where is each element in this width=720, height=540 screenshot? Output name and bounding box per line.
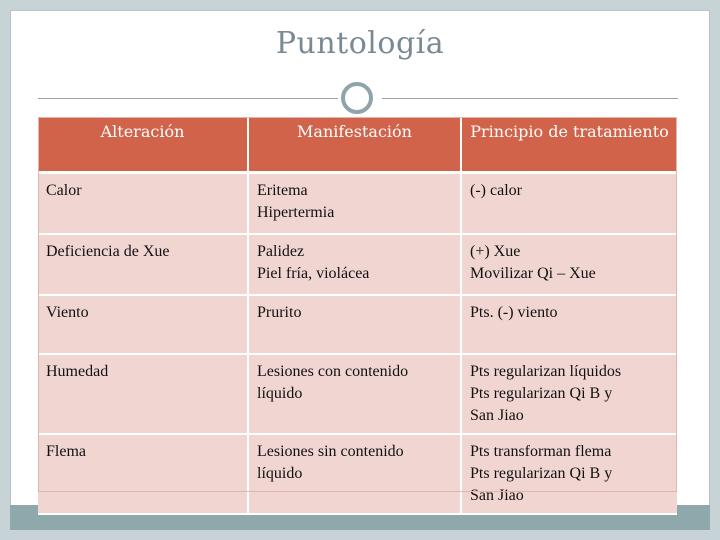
- cell-line: Pts regularizan Qi B y: [470, 465, 613, 482]
- cell-principio: [461, 434, 677, 514]
- cell-line: Lesiones sin contenido: [257, 443, 404, 460]
- cell-line: Deficiencia de Xue: [46, 243, 170, 260]
- header-manifestacion: Manifestación: [248, 117, 461, 173]
- cell-line: San Jiao: [470, 487, 524, 504]
- cell-line: Hipertermia: [257, 204, 335, 221]
- cell-line: líquido: [257, 465, 303, 482]
- cell-line: Lesiones con contenido: [257, 363, 409, 380]
- cell-principio: [461, 173, 677, 235]
- cell-line: Piel fría, violácea: [257, 265, 370, 282]
- cell-manifestacion: [248, 434, 461, 514]
- cell-line: líquido: [257, 385, 303, 402]
- cell-alteracion: [38, 434, 248, 514]
- cell-line: Pts. (-) viento: [470, 304, 558, 321]
- cell-line: (+) Xue: [470, 243, 521, 260]
- cell-line: Pts regularizan líquidos: [470, 363, 622, 380]
- table-row: [38, 173, 677, 235]
- cell-manifestacion: [248, 173, 461, 235]
- cell-alteracion: [38, 354, 248, 434]
- cell-manifestacion: [248, 354, 461, 434]
- cell-manifestacion: [248, 234, 461, 295]
- cell-line: Eritema: [257, 182, 308, 199]
- header-principio: Principio de tratamiento: [461, 117, 677, 173]
- cell-alteracion: [38, 295, 248, 354]
- puntologia-table: [38, 117, 677, 515]
- cell-line: (-) calor: [470, 182, 522, 199]
- table-row: [38, 354, 677, 434]
- table-row: [38, 434, 677, 514]
- cell-line: Viento: [46, 304, 89, 321]
- cell-principio: [461, 234, 677, 295]
- cell-alteracion: [38, 234, 248, 295]
- cell-line: Humedad: [46, 363, 109, 380]
- cell-line: Flema: [46, 443, 86, 460]
- header-alteracion: Alteración: [38, 117, 248, 173]
- title-rule-right: [382, 98, 678, 99]
- table-row: [38, 234, 677, 295]
- ring-ornament-icon: [341, 82, 373, 114]
- cell-principio: [461, 354, 677, 434]
- cell-line: Movilizar Qi – Xue: [470, 265, 596, 282]
- cell-line: Pts transforman flema: [470, 443, 612, 460]
- slide-title: Puntología: [275, 26, 445, 61]
- cell-line: San Jiao: [470, 407, 524, 424]
- cell-line: Palidez: [257, 243, 305, 260]
- cell-manifestacion: [248, 295, 461, 354]
- cell-alteracion: [38, 173, 248, 235]
- cell-line: Prurito: [257, 304, 302, 321]
- cell-line: Calor: [46, 182, 82, 199]
- cell-line: Pts regularizan Qi B y: [470, 385, 613, 402]
- title-rule-left: [38, 98, 338, 99]
- cell-principio: [461, 295, 677, 354]
- table-row: [38, 295, 677, 354]
- header-row: [38, 117, 677, 173]
